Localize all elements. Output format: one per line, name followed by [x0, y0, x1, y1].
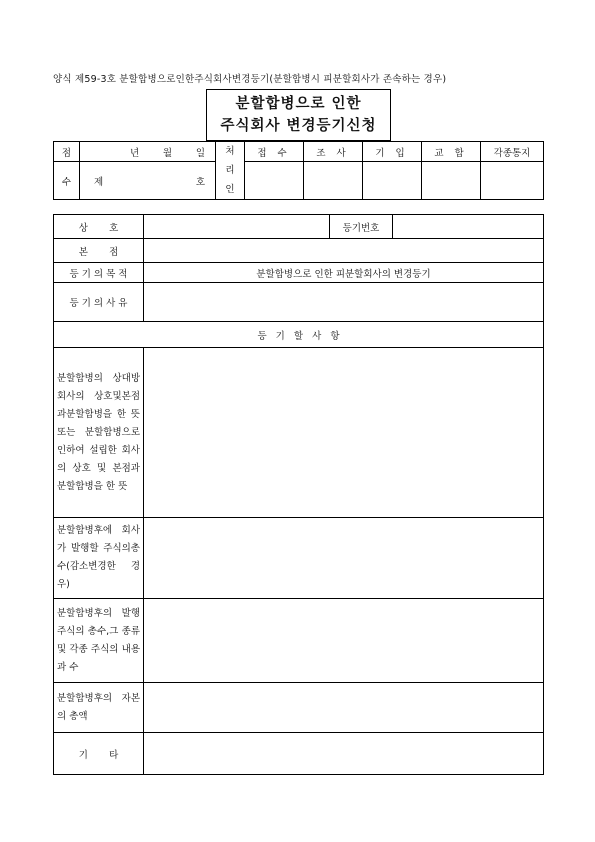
processor-label	[216, 142, 245, 200]
receipt-su-label: 수	[54, 162, 80, 200]
item-label-other: 기 타	[54, 733, 144, 775]
head-office-field[interactable]	[144, 239, 544, 263]
receipt-year-label: 년	[130, 147, 140, 159]
item-field-other[interactable]	[144, 733, 544, 775]
form-title-line-2: 주식회사 변경등기신청	[220, 118, 377, 134]
item-field-issued-shares[interactable]	[144, 599, 544, 683]
item-label-merger-partner: 분할합병의 상대방회사의 상호및본점과분할합병을 한 뜻 또는 분할합병으로 인하여 설립한 회사의 상호 및 본점과 분할합병을 한 뜻	[54, 348, 144, 518]
receipt-number-field[interactable]	[80, 162, 216, 200]
section-header: 등 기 할 사 항	[54, 322, 544, 348]
receipt-jeom-label: 점	[54, 142, 80, 162]
item-label-authorized-shares: 분할합병후에 회사가 발행할 주식의총수(감소변경한 경우)	[54, 518, 144, 599]
item-field-capital-total[interactable]	[144, 683, 544, 733]
item-label-capital-total: 분할합병후의 자본의 총액	[54, 683, 144, 733]
reason-field[interactable]	[144, 283, 544, 322]
sign-notices-cell[interactable]	[481, 162, 544, 200]
receipt-ho-label: 호	[195, 176, 205, 188]
receipt-day-label: 일	[195, 147, 205, 159]
head-office-label: 본 점	[54, 239, 144, 263]
receipt-je-label: 제	[94, 176, 104, 188]
form-title-line-1: 분할합병으로 인한	[235, 96, 362, 112]
receipt-month-label: 월	[162, 147, 173, 159]
company-name-field[interactable]	[144, 215, 330, 239]
item-label-issued-shares: 분할합병후의 발행주식의 총수,그 종류 및 각종 주식의 내용과 수	[54, 599, 144, 683]
sign-entry-cell[interactable]	[363, 162, 422, 200]
processor-label-3: 인	[225, 184, 235, 195]
col-entry: 기 입	[363, 142, 422, 162]
reason-label: 등 기 의 사 유	[54, 283, 144, 322]
company-name-label: 상 호	[54, 215, 144, 239]
col-notices: 각종통지	[481, 142, 544, 162]
application-table	[53, 214, 544, 775]
sign-receipt-cell[interactable]	[245, 162, 304, 200]
col-receipt: 접 수	[245, 142, 304, 162]
receipt-table	[53, 141, 544, 200]
purpose-label: 등 기 의 목 적	[54, 263, 144, 283]
col-inspection: 조 사	[304, 142, 363, 162]
item-field-authorized-shares[interactable]	[144, 518, 544, 599]
form-code: 양식 제59-3호 분할합병으로인한주식회사변경등기(분할합병시 피분할회사가 존속하는 경우)	[53, 74, 447, 85]
receipt-date-field[interactable]	[80, 142, 216, 162]
col-verification: 교 합	[422, 142, 481, 162]
processor-label-1: 처	[225, 146, 235, 157]
purpose-value: 분할합병으로 인한 피분할회사의 변경등기	[144, 263, 544, 283]
sign-verification-cell[interactable]	[422, 162, 481, 200]
form-title-box	[206, 89, 391, 141]
registry-number-field[interactable]	[393, 215, 544, 239]
item-field-merger-partner[interactable]	[144, 348, 544, 518]
processor-label-2: 리	[225, 165, 235, 176]
registry-number-label: 등기번호	[330, 215, 393, 239]
sign-inspection-cell[interactable]	[304, 162, 363, 200]
